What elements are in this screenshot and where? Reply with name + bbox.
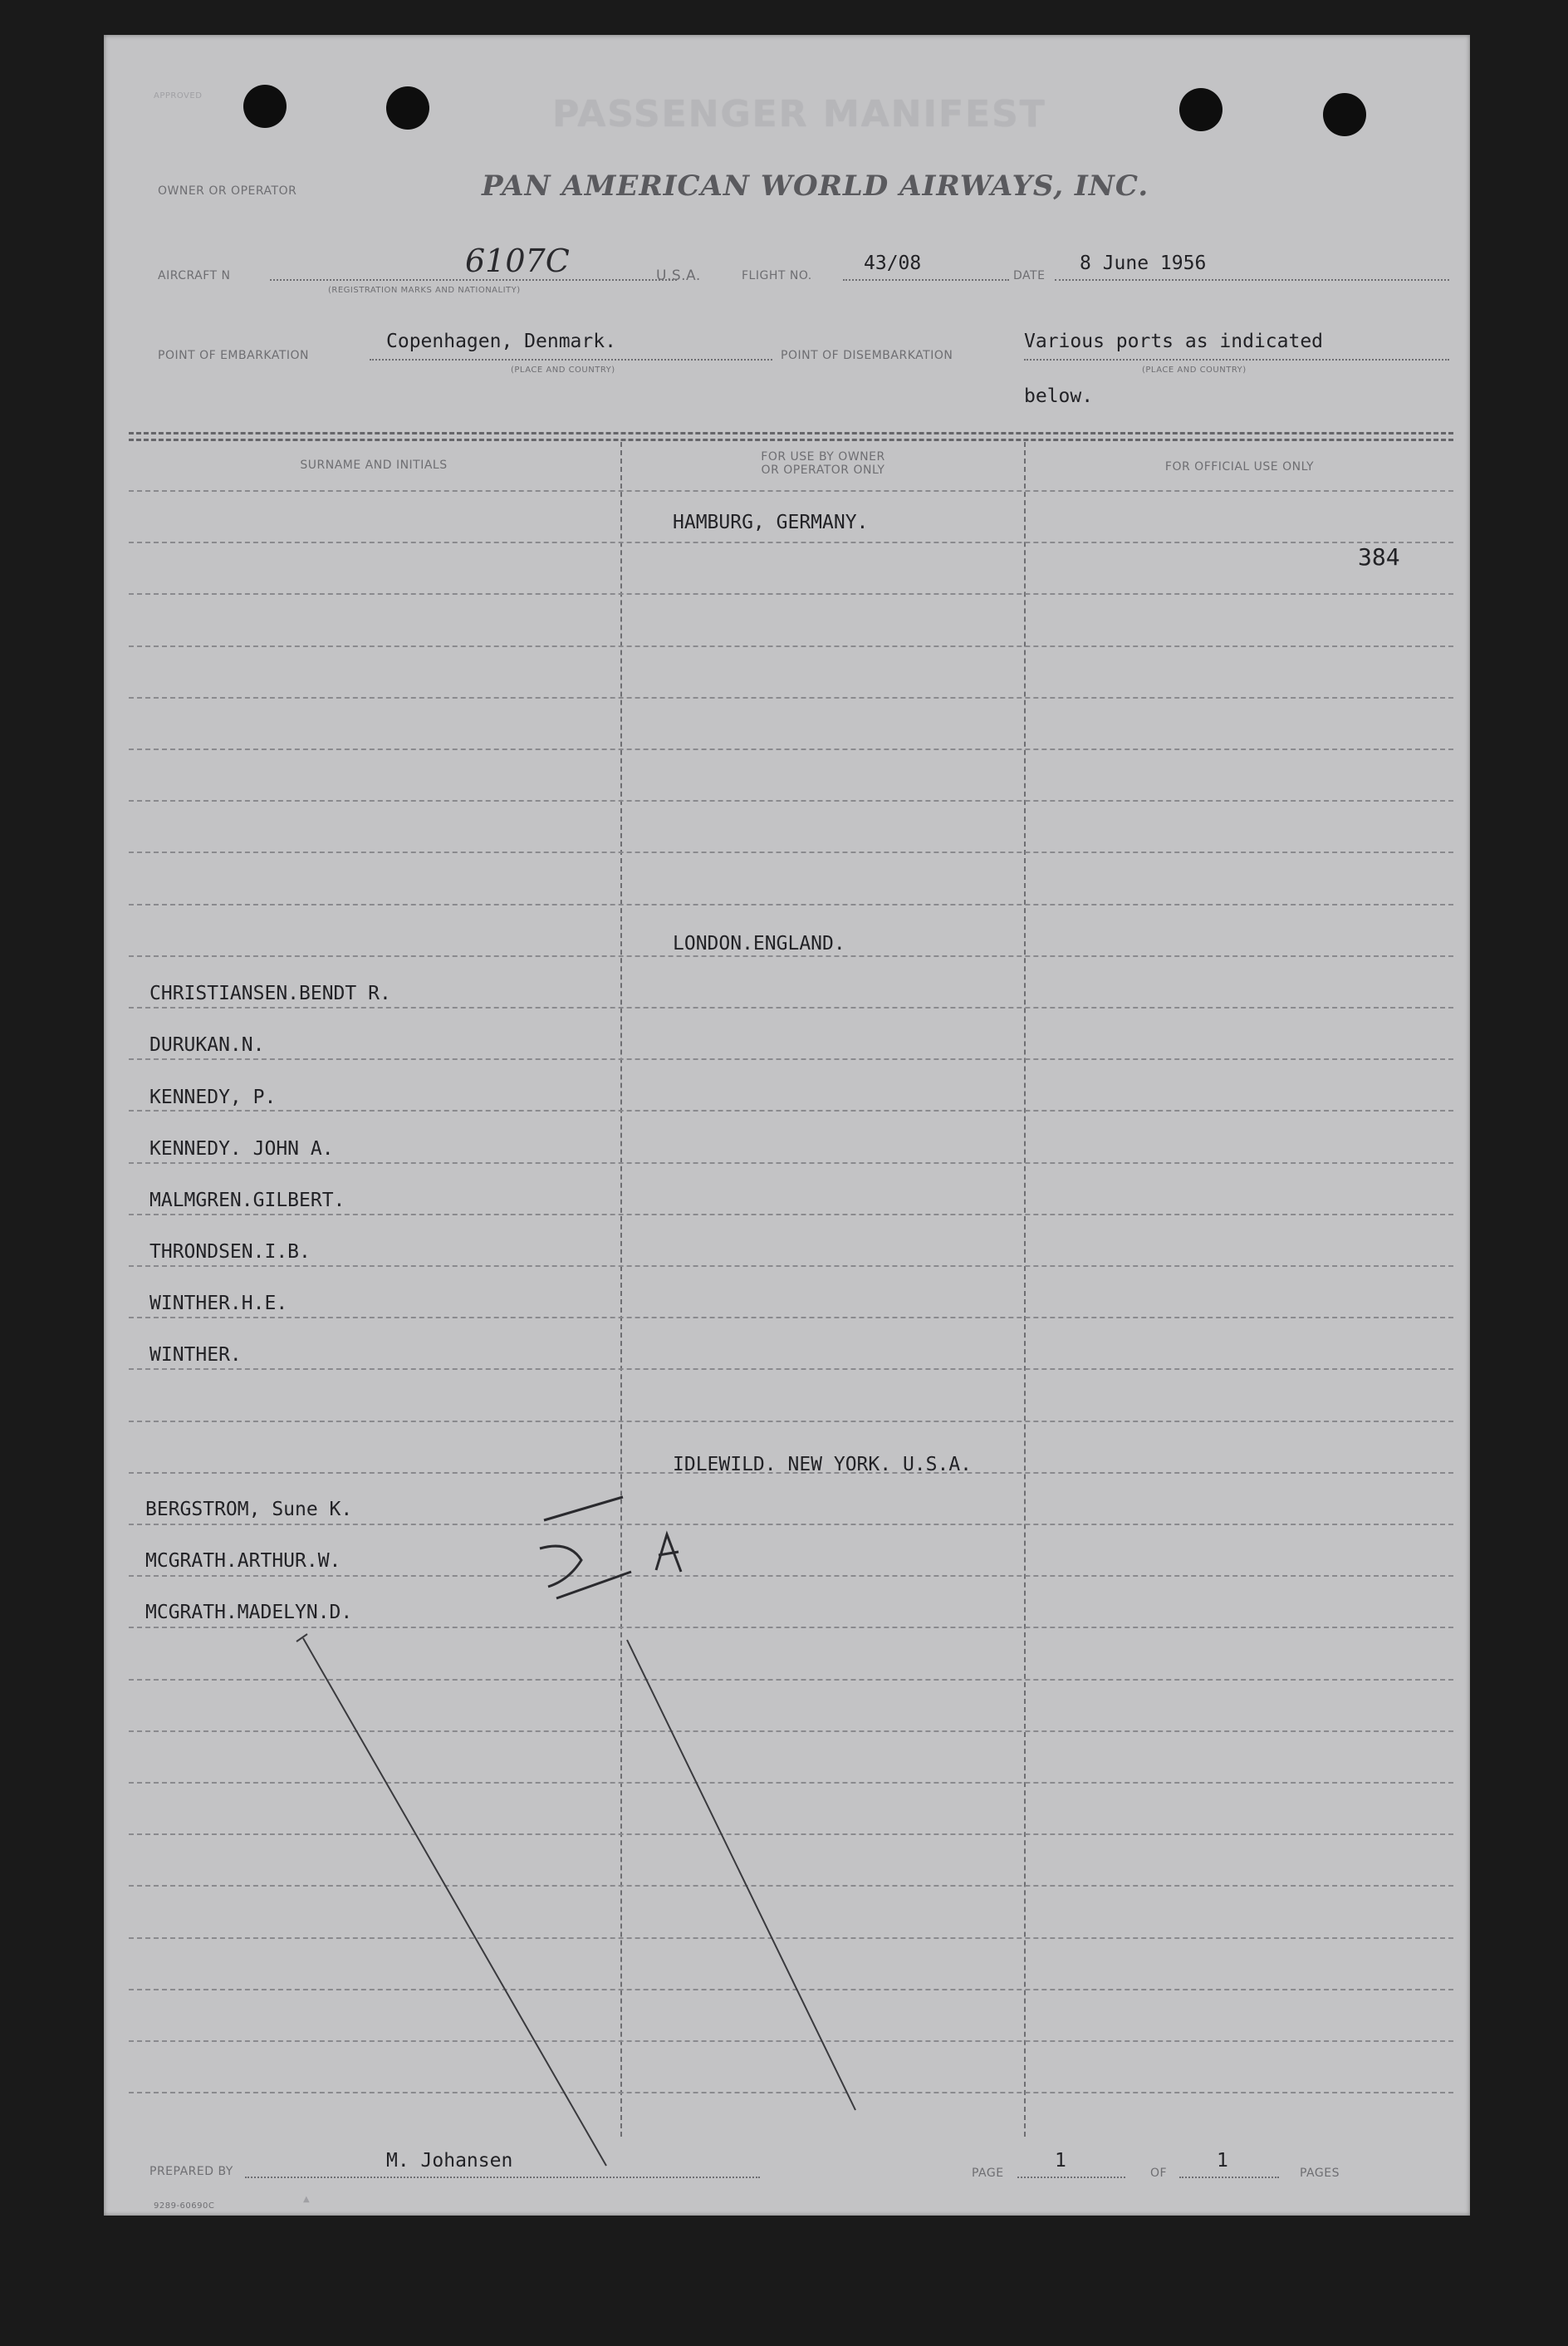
aircraft-number: 6107C — [465, 243, 570, 279]
passenger-row: MALMGREN.GILBERT. — [149, 1190, 345, 1211]
prepared-by-line — [245, 2177, 760, 2178]
nationality: U.S.A. — [656, 267, 701, 284]
manifest-sheet — [104, 35, 1470, 2216]
aircraft-sub-label: (REGISTRATION MARKS AND NATIONALITY) — [328, 286, 521, 295]
prepared-by-label: PREPARED BY — [149, 2165, 233, 2178]
owner-label: OWNER OR OPERATOR — [158, 184, 297, 198]
disembarkation-label: POINT OF DISEMBARKATION — [781, 349, 953, 362]
handwritten-check-mark — [540, 1546, 581, 1587]
flight-number: 43/08 — [864, 253, 922, 274]
passenger-row: DURUKAN.N. — [149, 1034, 265, 1056]
of-field-line — [1179, 2177, 1279, 2178]
disembarkation-point: Various ports as indicated — [1024, 331, 1324, 352]
pages-label: PAGES — [1300, 2167, 1340, 2180]
disembarkation-sub-label: (PLACE AND COUNTRY) — [1142, 366, 1247, 375]
embarkation-sub-label: (PLACE AND COUNTRY) — [511, 366, 615, 375]
passenger-row: KENNEDY, P. — [149, 1087, 277, 1108]
form-code: 9289-60690C — [154, 2201, 215, 2211]
flight-label: FLIGHT NO. — [742, 269, 812, 282]
destination-london: LONDON.ENGLAND. — [673, 933, 845, 955]
page-label: PAGE — [972, 2167, 1004, 2180]
approval-stamp: APPROVED — [154, 91, 203, 101]
embarkation-point: Copenhagen, Denmark. — [386, 331, 616, 352]
destination-idlewild: IDLEWILD. NEW YORK. U.S.A. — [673, 1454, 973, 1475]
of-label: OF — [1150, 2167, 1168, 2180]
passenger-row: WINTHER. — [149, 1344, 242, 1366]
page-number: 1 — [1055, 2150, 1066, 2172]
column-header-owner-use-line1: FOR USE BY OWNER — [761, 450, 885, 464]
page-number-stamp: 384 — [1358, 543, 1400, 571]
cancel-line — [303, 1638, 606, 2166]
passenger-row: CHRISTIANSEN.BENDT R. — [149, 983, 391, 1004]
passenger-row: MCGRATH.MADELYN.D. — [145, 1602, 353, 1623]
column-header-owner-use-line2: OR OPERATOR ONLY — [761, 464, 885, 477]
operator-name: PAN AMERICAN WORLD AIRWAYS, INC. — [482, 169, 1149, 203]
passenger-row: BERGSTROM, Sune K. — [145, 1499, 353, 1520]
date-label: DATE — [1013, 269, 1046, 282]
printer-mark: ▲ — [303, 2195, 311, 2204]
disembarkation-continued: below. — [1024, 385, 1094, 407]
cancel-line — [296, 1634, 307, 1642]
destination-hamburg: HAMBURG, GERMANY. — [673, 512, 869, 533]
column-header-official: FOR OFFICIAL USE ONLY — [1164, 460, 1315, 474]
handwritten-check-mark — [544, 1497, 623, 1520]
page-field-line — [1017, 2177, 1125, 2178]
total-pages: 1 — [1217, 2150, 1228, 2172]
flight-date: 8 June 1956 — [1080, 253, 1207, 274]
passenger-row: MCGRATH.ARTHUR.W. — [145, 1550, 341, 1572]
prepared-by: M. Johansen — [386, 2150, 513, 2172]
ink-marks — [104, 35, 1470, 2216]
manifest-title: PASSENGER MANIFEST — [552, 93, 1046, 135]
handwritten-initial-a — [656, 1534, 681, 1572]
passenger-row: KENNEDY. JOHN A. — [149, 1138, 334, 1160]
aircraft-label: AIRCRAFT N — [158, 269, 231, 282]
column-header-surname: SURNAME AND INITIALS — [300, 459, 448, 472]
cancel-line — [627, 1640, 855, 2110]
passenger-row: WINTHER.H.E. — [149, 1293, 288, 1314]
embarkation-label: POINT OF EMBARKATION — [158, 349, 310, 362]
passenger-row: THRONDSEN.I.B. — [149, 1241, 311, 1263]
